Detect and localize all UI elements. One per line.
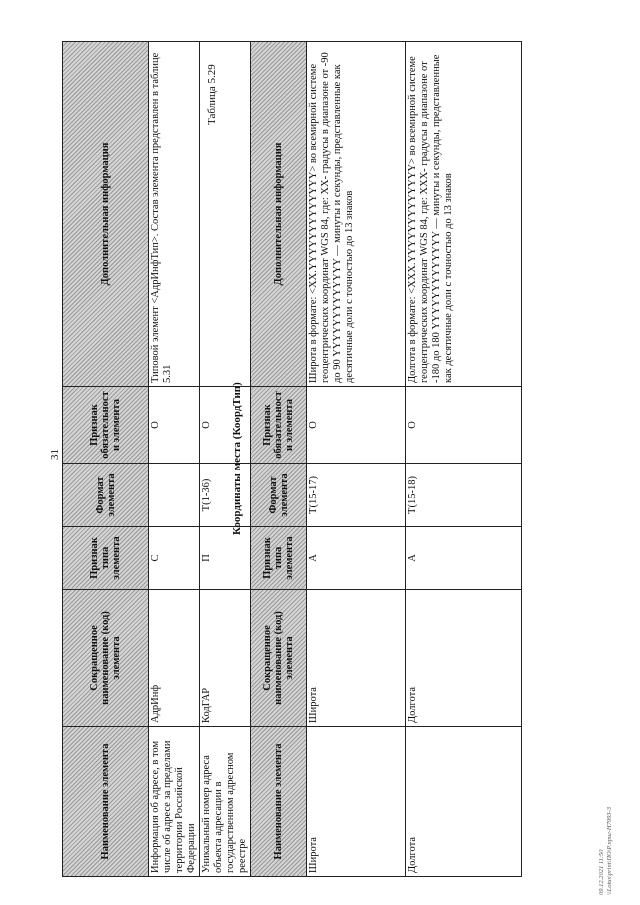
table-cell: Долгота (406, 727, 522, 877)
table-cell: П (200, 527, 251, 590)
header-cell: Формат элемента (63, 464, 149, 527)
header-cell: Сокращенное наименование (код) элемента (63, 590, 149, 727)
header-cell: Признак обязательности элемента (251, 387, 307, 464)
table-cell (149, 464, 200, 527)
table-cell: Долгота (406, 590, 522, 727)
table-cell: Долгота в формате: <XXX.YYYYYYYYYYYYY> во всемирной системе геоцентрических координат WGS 84, где: XXX- градусы в диапазоне от -180 до 180 YYYYYYYYYYYYY — минуты и секунды, представленные как десятичные доли с точностью до 13 знаков (406, 42, 522, 387)
table-cell: Т(1-36) (200, 464, 251, 527)
header-cell: Формат элемента (251, 464, 307, 527)
header-cell: Дополнительная информация (63, 42, 149, 387)
upper-table (62, 41, 251, 877)
page-number: 31 (49, 449, 61, 460)
header-cell: Сокращенное наименование (код) элемента (251, 590, 307, 727)
table-cell: Широта в формате: <XX.YYYYYYYYYYYYY> во всемирной системе геоцентрических координат WGS 84, где: XX- градусы в диапазоне от -90 до 90 YYYYYYYYYYYYY — минуты и секунды, представленные как десятичные доли с точностью до 13 знаков (307, 42, 406, 387)
print-stamp (598, 807, 614, 895)
table-cell: АдрИнф (149, 590, 200, 727)
table-cell: T(15-17) (307, 464, 406, 527)
header-cell: Дополнительная информация (251, 42, 307, 387)
table-cell: О (200, 387, 251, 464)
table-cell: Типовой элемент <АдрИнфТип>. Состав элемента представлен в таблице 5.31 (149, 42, 200, 387)
table-cell: С (149, 527, 200, 590)
lower-table (250, 41, 522, 877)
lower-header-row (251, 42, 307, 877)
table-row (149, 42, 200, 877)
table-cell: T(15-18) (406, 464, 522, 527)
stamp-line: \\Lotus\print\ПО\Р.приг-H7993-3 (606, 806, 613, 895)
header-cell: Признак обязательности элемента (63, 387, 149, 464)
table-title: Координаты места (КоордТип) (231, 382, 243, 535)
header-cell: Признак типа элемента (63, 527, 149, 590)
header-cell: Признак типа элемента (251, 527, 307, 590)
header-cell: Наименование элемента (251, 727, 307, 877)
header-cell: Наименование элемента (63, 727, 149, 877)
table-cell: КодГАР (200, 590, 251, 727)
table-number: Таблица 5.29 (206, 64, 218, 125)
table-cell: О (149, 387, 200, 464)
table-cell: Информация об адресе, в том числе об адресе за пределами территории Российской Федерации (149, 727, 200, 877)
table-row (406, 42, 522, 877)
table-cell: А (307, 527, 406, 590)
table-cell: О (406, 387, 522, 464)
upper-header-row (63, 42, 149, 877)
table-cell: Широта (307, 727, 406, 877)
table-cell: А (406, 527, 522, 590)
stamp-line: 09.12.2021 11:50 (598, 849, 605, 895)
table-cell: О (307, 387, 406, 464)
table-cell: Широта (307, 590, 406, 727)
table-row (307, 42, 406, 877)
table-cell: Уникальный номер адреса объекта адресации в государственном адресном реестре (200, 727, 251, 877)
